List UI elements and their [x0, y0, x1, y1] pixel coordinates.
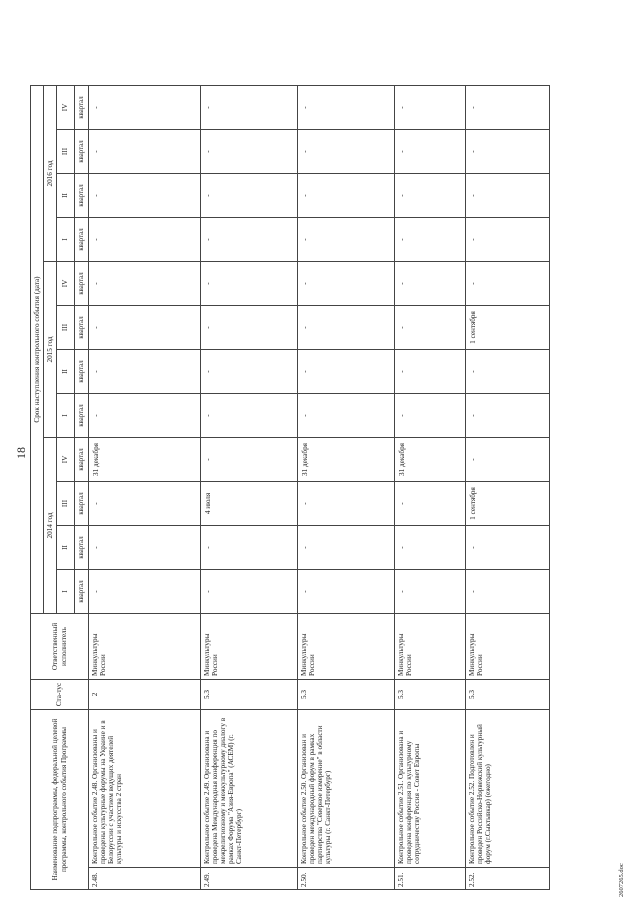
header-quarter-number: II: [57, 174, 75, 218]
date-cell-empty: -: [395, 262, 466, 306]
date-cell-empty: -: [201, 218, 298, 262]
header-year-2: 2015 год: [44, 262, 57, 438]
header-quarter-word: квартал: [75, 394, 89, 438]
date-cell-empty: -: [466, 174, 550, 218]
header-quarter-word: квартал: [75, 438, 89, 482]
date-cell: 4 июля: [201, 482, 298, 526]
row-number: 2.48.: [89, 868, 201, 890]
event-status: 5.3: [201, 680, 298, 710]
event-executor: Минкультуры России: [89, 614, 201, 680]
event-name: Контрольное событие 2.51. Организована и проведена конференция по культурному сотрудничеству Россия - Совет Европы: [395, 710, 466, 868]
date-cell-empty: -: [89, 306, 201, 350]
event-name: Контрольное событие 2.52. Подготовлен и проведен Российско-Норвежский культурный форум (г.Сыктывкар) (ежегодно): [466, 710, 550, 868]
date-cell-empty: -: [466, 394, 550, 438]
header-quarter-number: IV: [57, 86, 75, 130]
event-name: Контрольное событие 2.48. Организованы и проведены культурные форумы на Украине и в Белоруссии с участием ведущих деятелей культуры и искусства 2 стран: [89, 710, 201, 868]
event-executor: Минкультуры России: [395, 614, 466, 680]
header-quarter-word: квартал: [75, 306, 89, 350]
header-name-cell: Наименование подпрограммы, федеральной целевой программы, контрольного события Программы: [31, 710, 89, 890]
date-cell: 31 декабря: [395, 438, 466, 482]
date-cell-empty: -: [89, 174, 201, 218]
date-cell-empty: -: [201, 438, 298, 482]
date-cell-empty: -: [201, 570, 298, 614]
date-cell-empty: -: [466, 86, 550, 130]
date-cell-empty: -: [201, 394, 298, 438]
date-cell-empty: -: [395, 130, 466, 174]
header-quarter-number: IV: [57, 262, 75, 306]
date-cell-empty: -: [89, 526, 201, 570]
date-cell-empty: -: [395, 570, 466, 614]
document-id: 2607265.doc: [618, 863, 625, 897]
table-row: [298, 86, 395, 890]
header-executor-cell: Ответственный исполнитель: [31, 614, 89, 680]
header-quarter-number: II: [57, 350, 75, 394]
date-cell-empty: -: [395, 86, 466, 130]
header-quarter-word: квартал: [75, 174, 89, 218]
date-cell-empty: -: [89, 350, 201, 394]
date-cell-empty: -: [466, 438, 550, 482]
date-cell-empty: -: [395, 350, 466, 394]
event-status: 5.3: [466, 680, 550, 710]
header-quarter-number: I: [57, 394, 75, 438]
row-number: 2.49.: [201, 868, 298, 890]
header-quarter-word: квартал: [75, 350, 89, 394]
header-quarter-word: квартал: [75, 526, 89, 570]
header-year-3: 2016 год: [44, 86, 57, 262]
date-cell-empty: -: [89, 482, 201, 526]
event-executor: Минкультуры России: [466, 614, 550, 680]
header-quarter-number: I: [57, 218, 75, 262]
header-quarter-word: квартал: [75, 570, 89, 614]
date-cell-empty: -: [298, 306, 395, 350]
date-cell-empty: -: [89, 570, 201, 614]
date-cell-empty: -: [298, 570, 395, 614]
header-row-1: [31, 86, 44, 890]
date-cell-empty: -: [395, 306, 466, 350]
header-quarter-word: квартал: [75, 86, 89, 130]
event-executor: Минкультуры России: [201, 614, 298, 680]
date-cell-empty: -: [201, 86, 298, 130]
date-cell: 31 декабря: [89, 438, 201, 482]
date-cell-empty: -: [89, 218, 201, 262]
date-cell-empty: -: [201, 350, 298, 394]
header-status-cell: Ста-тус: [31, 680, 89, 710]
header-quarter-number: II: [57, 526, 75, 570]
date-cell-empty: -: [201, 526, 298, 570]
date-cell: 1 сентября: [466, 482, 550, 526]
date-cell-empty: -: [395, 174, 466, 218]
date-cell-empty: -: [298, 174, 395, 218]
header-quarter-word: квартал: [75, 482, 89, 526]
date-cell: 1 сентября: [466, 306, 550, 350]
event-name: Контрольное событие 2.50. Организован и проведен международный форум в рамках партнерства "Северное измерение" в области культуры (г. Санкт-Петербург): [298, 710, 395, 868]
date-cell-empty: -: [395, 482, 466, 526]
date-cell-empty: -: [298, 350, 395, 394]
row-number: 2.50.: [298, 868, 395, 890]
header-quarter-number: III: [57, 482, 75, 526]
date-cell-empty: -: [298, 482, 395, 526]
header-quarter-number: III: [57, 306, 75, 350]
event-name: Контрольное событие 2.49. Организована и проведена Международная конференция по межрелигиозному и межкультурному диалогу в рамках Форума "Азия-Европа" (АСЕМ) (г. Санкт-Петербург): [201, 710, 298, 868]
header-quarter-number: IV: [57, 438, 75, 482]
date-cell-empty: -: [466, 570, 550, 614]
date-cell: 31 декабря: [298, 438, 395, 482]
event-status: 2: [89, 680, 201, 710]
date-cell-empty: -: [298, 86, 395, 130]
date-cell-empty: -: [298, 394, 395, 438]
date-cell-empty: -: [89, 130, 201, 174]
date-cell-empty: -: [298, 526, 395, 570]
date-cell-empty: -: [201, 174, 298, 218]
date-cell-empty: -: [201, 130, 298, 174]
header-year-1: 2014 год: [44, 438, 57, 614]
date-cell-empty: -: [201, 306, 298, 350]
date-cell-empty: -: [89, 86, 201, 130]
date-cell-empty: -: [395, 526, 466, 570]
date-cell-empty: -: [298, 130, 395, 174]
date-cell-empty: -: [298, 218, 395, 262]
header-quarter-word: квартал: [75, 218, 89, 262]
header-dates-cell: Срок наступления контрольного события (дата): [31, 86, 44, 614]
header-quarter-number: I: [57, 570, 75, 614]
date-cell-empty: -: [395, 394, 466, 438]
event-status: 5.3: [395, 680, 466, 710]
date-cell-empty: -: [466, 526, 550, 570]
header-quarter-word: квартал: [75, 262, 89, 306]
date-cell-empty: -: [466, 262, 550, 306]
table-row: [201, 86, 298, 890]
page-number: 18: [14, 447, 28, 459]
date-cell-empty: -: [201, 262, 298, 306]
event-status: 5.3: [298, 680, 395, 710]
date-cell-empty: -: [395, 218, 466, 262]
date-cell-empty: -: [298, 262, 395, 306]
table-row: [466, 86, 550, 890]
date-cell-empty: -: [466, 218, 550, 262]
table-row: [395, 86, 466, 890]
event-executor: Минкультуры России: [298, 614, 395, 680]
date-cell-empty: -: [89, 262, 201, 306]
date-cell-empty: -: [466, 130, 550, 174]
header-quarter-word: квартал: [75, 130, 89, 174]
date-cell-empty: -: [89, 394, 201, 438]
header-quarter-number: III: [57, 130, 75, 174]
control-events-table: [30, 85, 550, 890]
date-cell-empty: -: [466, 350, 550, 394]
row-number: 2.51.: [395, 868, 466, 890]
table-row: [89, 86, 201, 890]
row-number: 2.52.: [466, 868, 550, 890]
